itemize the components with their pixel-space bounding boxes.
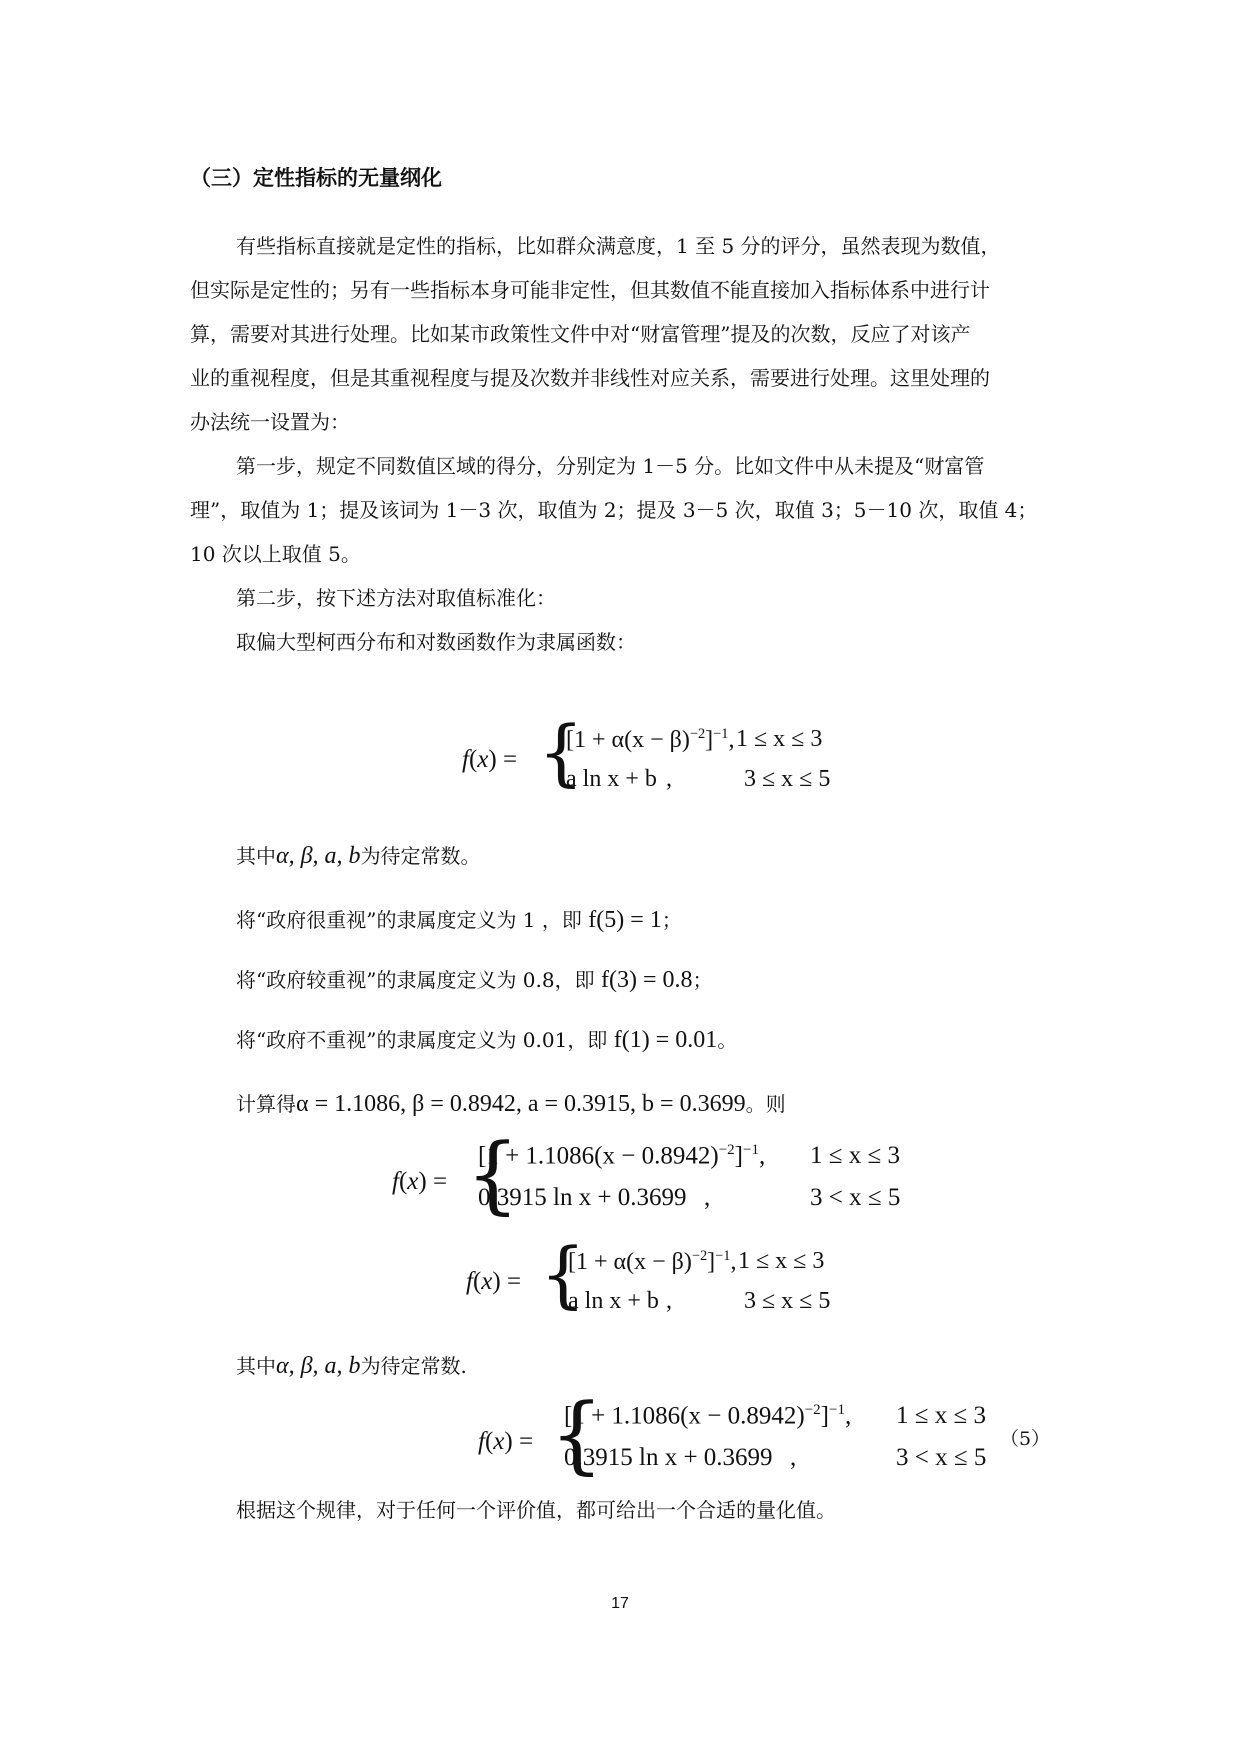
constants-suffix: 为待定常数。 <box>360 844 481 868</box>
eq1-row2-comma: , <box>666 766 672 792</box>
equation-number: （5） <box>1000 1428 1051 1450</box>
paragraph-line: 有些指标直接就是定性的指标，比如群众满意度，1 至 5 分的评分，虽然表现为数值， <box>236 234 1001 258</box>
paragraph-line: 算，需要对其进行处理。比如某市政策性文件中对“财富管理”提及的次数，反应了对该产 <box>190 322 971 346</box>
eq2-row2-comma: , <box>704 1184 711 1211</box>
eq2-row2-cond: 3 < x ≤ 5 <box>810 1184 901 1211</box>
condition-line: 将“政府很重视”的隶属度定义为 1 ，即 f(5) = 1； <box>236 907 682 933</box>
constants-line <box>236 834 481 878</box>
eq1-row1-expr: [1 + α(x − β) <box>566 727 690 753</box>
paragraph-line: 理”，取值为 1；提及该词为 1－3 次，取值为 2；提及 3－5 次，取值 3；5－10 次，取值 4； <box>190 498 1038 522</box>
section-heading: （三）定性指标的无量纲化 <box>190 166 442 190</box>
left-brace-icon: { <box>466 1125 520 1223</box>
constants-line-2: 其中α, β, a, b为待定常数. <box>236 1353 467 1379</box>
eq1-row1-exp: −2 <box>689 726 706 742</box>
eq1-row1-comma: , <box>728 727 735 753</box>
paragraph-line: 业的重视程度，但是其重视程度与提及次数并非线性对应关系，需要进行处理。这里处理的 <box>190 366 990 390</box>
result-suffix: 。则 <box>745 1092 786 1116</box>
eq2-row1-cond: 1 ≤ x ≤ 3 <box>810 1142 900 1169</box>
paragraph-membership: 取偏大型柯西分布和对数函数作为隶属函数： <box>236 630 636 654</box>
result-prefix: 计算得 <box>236 1092 296 1116</box>
eq2-row2-expr: 0.3915 ln x + 0.3699 <box>478 1184 687 1211</box>
result-math: α = 1.1086, β = 0.8942, a = 0.3915, b = 0.3699 <box>296 1091 746 1117</box>
result-line <box>236 1082 786 1126</box>
paragraph-line: 第一步，规定不同数值区域的得分，分别定为 1－5 分。比如文件中从未提及“财富管 <box>236 454 985 478</box>
constants-prefix: 其中 <box>236 844 276 868</box>
paragraph-step2: 第二步，按下述方法对取值标准化： <box>236 586 556 610</box>
constants-math: α, β, a, b <box>276 843 361 869</box>
eq1-row1-exp2: −1 <box>713 726 729 742</box>
condition-line: 将“政府不重视”的隶属度定义为 0.01，即 f(1) = 0.01。 <box>236 1027 738 1053</box>
final-paragraph: 根据这个规律，对于任何一个评价值，都可给出一个合适的量化值。 <box>236 1498 836 1522</box>
eq2-row1-expr: [1 + 1.1086(x − 0.8942) <box>478 1142 719 1170</box>
eq1-row1-cond: 1 ≤ x ≤ 3 <box>736 726 823 752</box>
paragraph-line: 但实际是定性的；另有一些指标本身可能非定性，但其数值不能直接加入指标体系中进行计 <box>190 278 990 302</box>
constants2-suffix: 为待定常数. <box>360 1354 467 1378</box>
left-brace-icon: { <box>538 710 584 794</box>
eq1-row2-cond: 3 ≤ x ≤ 5 <box>744 766 831 792</box>
eq1-row2-expr: a ln x + b <box>566 766 657 792</box>
eq1-row1-close: ] <box>705 727 714 753</box>
condition-line: 将“政府较重视”的隶属度定义为 0.8，即 f(3) = 0.8； <box>236 967 713 993</box>
left-brace-icon: { <box>540 1232 586 1316</box>
paragraph-line: 10 次以上取值 5。 <box>190 542 361 566</box>
left-brace-icon: { <box>550 1385 604 1483</box>
paragraph-line: 办法统一设置为： <box>190 410 350 434</box>
page-number: 17 <box>611 1595 629 1612</box>
